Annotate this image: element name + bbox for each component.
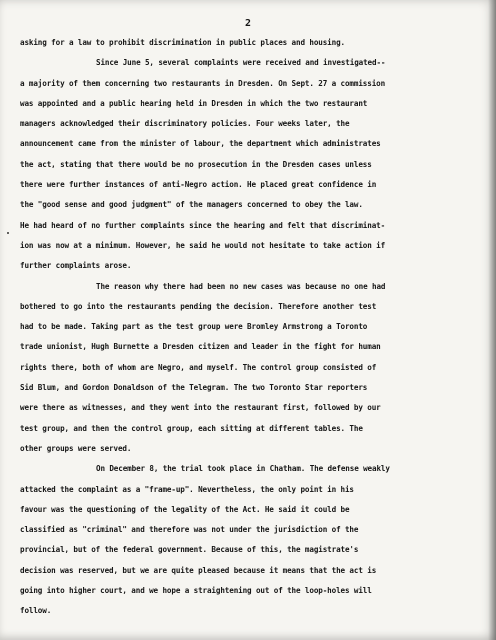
text-line: the "good sense and good judgment" of the managers concerned to obey the law.: [20, 200, 363, 210]
text-line: was appointed and a public hearing held in Dresden in which the two restaurant: [20, 98, 368, 108]
text-line: rights there, both of whom are Negro, and myself. The control group consisted of: [20, 362, 377, 372]
text-line: a majority of them concerning two restaurants in Dresden. On Sept. 27 a commission: [20, 78, 386, 88]
text-line: test group, and then the control group, each sitting at different tables. The: [20, 423, 363, 433]
text-line: asking for a law to prohibit discrimination in public places and housing.: [20, 38, 345, 47]
paragraph: [20, 33, 476, 53]
text-line: follow.: [20, 606, 52, 616]
page-edge-shadow: [488, 0, 496, 640]
text-line: the act, stating that there would be no prosecution in the Dresden cases unless: [20, 159, 372, 169]
text-line: there were further instances of anti-Negro action. He placed great confidence in: [20, 180, 377, 190]
text-line: ion was now at a minimum. However, he said he would not hesitate to take action if: [20, 240, 386, 250]
page-number: 2: [244, 18, 252, 29]
text-line: announcement came from the minister of labour, the department which administrates: [20, 139, 381, 149]
text-line: decision was reserved, but we are quite pleased because it means that the act is: [20, 565, 377, 575]
text-line: He had heard of no further complaints since the hearing and felt that discriminat-: [20, 220, 386, 230]
text-line: attacked the complaint as a "frame-up". Nevertheless, the only point in his: [20, 484, 354, 494]
paragraph: [20, 277, 476, 460]
text-line: Sid Blum, and Gordon Donaldson of the Telegram. The two Toronto Star reporters: [20, 383, 368, 393]
text-line: bothered to go into the restaurants pending the decision. Therefore another test: [20, 301, 377, 311]
text-line: going into higher court, and we hope a straightening out of the loop-holes will: [20, 586, 372, 596]
text-line: The reason why there had been no new cases was because no one had: [96, 281, 386, 291]
text-line: trade unionist, Hugh Burnette a Dresden citizen and leader in the fight for human: [20, 342, 381, 352]
text-line: On December 8, the trial took place in Chatham. The defense weakly: [96, 464, 390, 474]
text-line: provincial, but of the federal government. Because of this, the magistrate's: [20, 545, 359, 555]
text-line: classified as "criminal" and therefore was not under the jurisdiction of the: [20, 525, 359, 535]
text-line: had to be made. Taking part as the test group were Bromley Armstrong a Toronto: [20, 322, 368, 332]
text-line: managers acknowledged their discriminatory policies. Four weeks later, the: [20, 119, 350, 129]
paragraph: [20, 53, 476, 276]
text-line: Since June 5, several complaints were received and investigated--: [96, 58, 386, 68]
text-line: further complaints arose.: [20, 261, 132, 271]
document-body: [20, 33, 476, 622]
margin-mark: [7, 232, 9, 234]
paragraph: [20, 459, 476, 621]
text-line: favour was the questioning of the legality of the Act. He said it could be: [20, 504, 350, 514]
text-line: were there as witnesses, and they went into the restaurant first, followed by our: [20, 403, 381, 413]
text-line: other groups were served.: [20, 443, 132, 453]
